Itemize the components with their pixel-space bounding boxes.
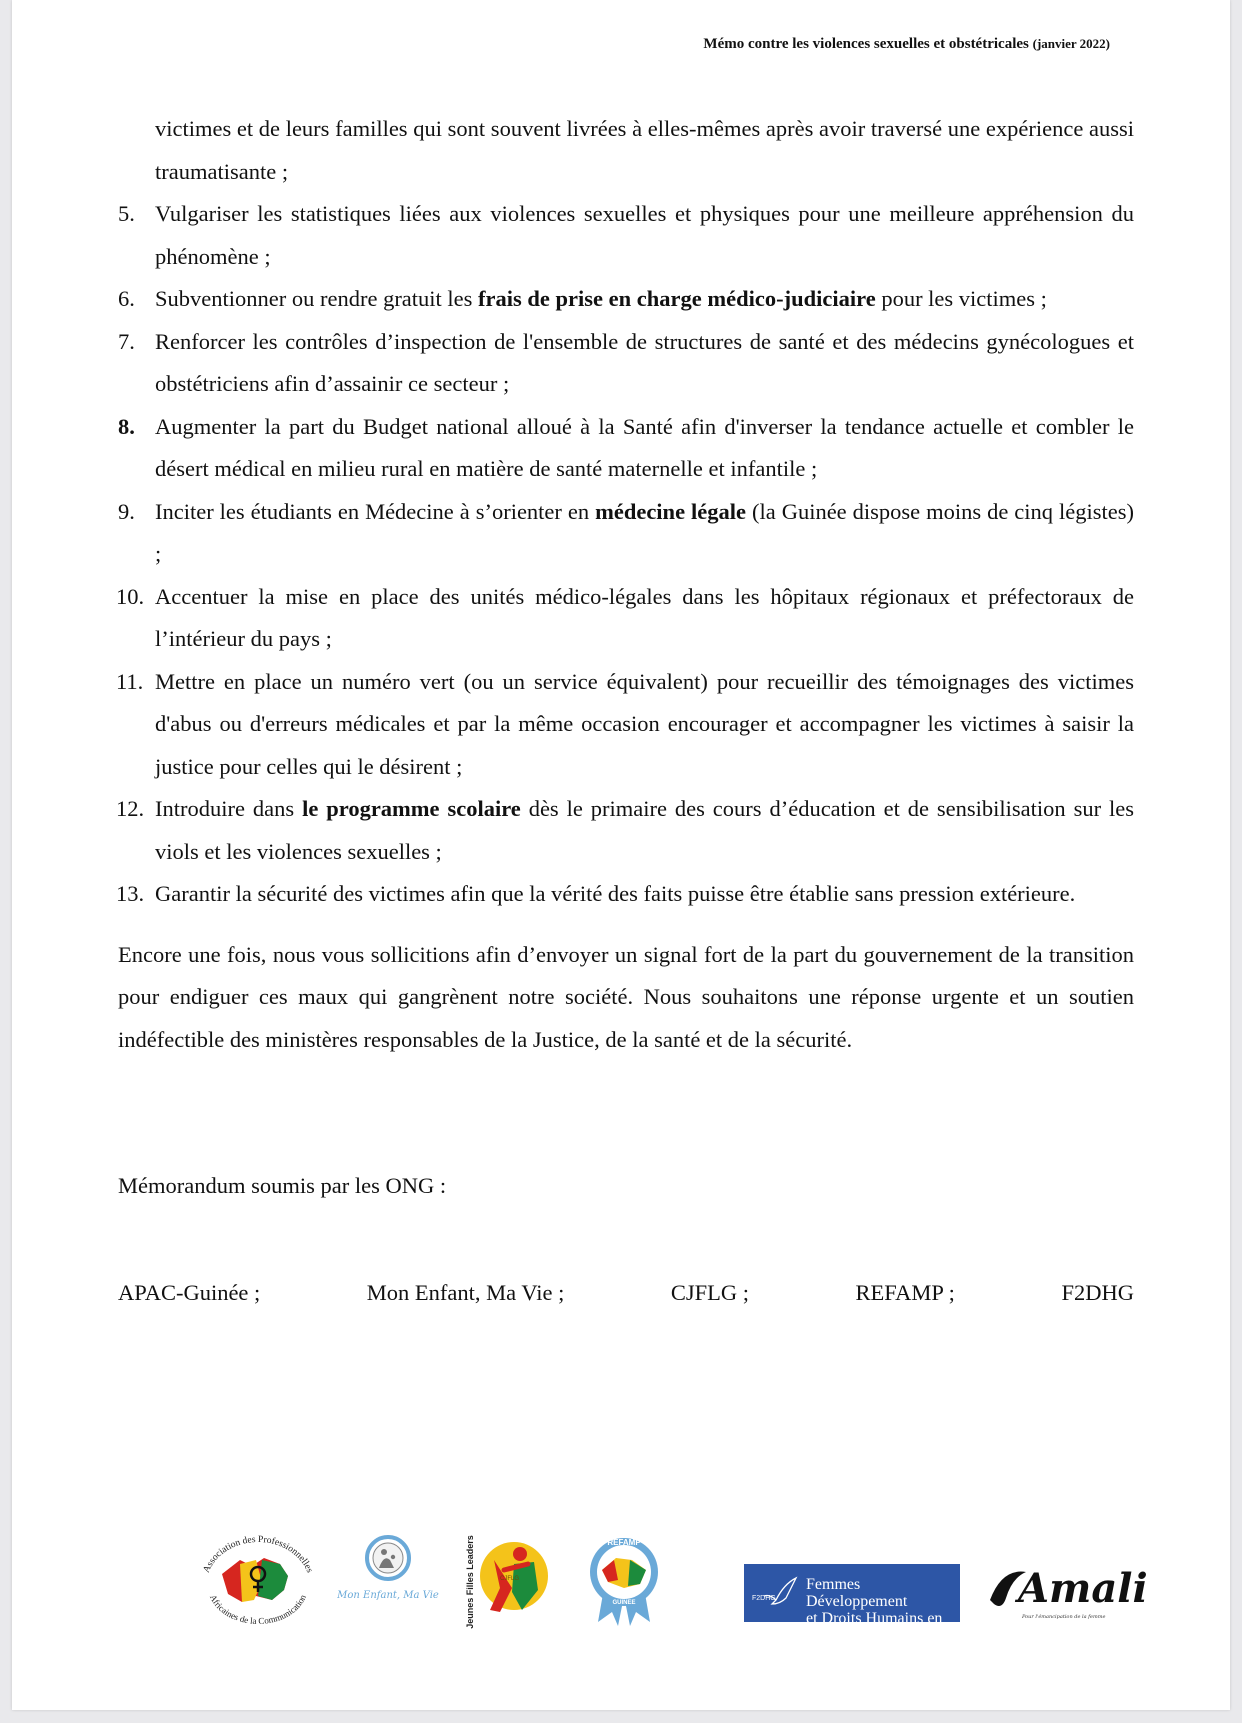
svg-text:Africaines de la Communication xyxy=(208,1593,308,1626)
list-item-bold-text: le programme scolaire xyxy=(302,796,521,821)
list-item xyxy=(118,321,1134,406)
list-item-number: 10. xyxy=(116,583,145,609)
list-item-text: Renforcer les contrôles d’inspection de l'ensemble de structures de santé et des médecins gynécologues et obstétriciens afin d’assainir ce secteur ; xyxy=(155,328,1134,396)
page-header xyxy=(703,36,1110,53)
cjflg-side-text: Jeunes Filles Leaders xyxy=(465,1535,475,1629)
list-item xyxy=(118,108,1134,193)
f2dhg-line2: et Droits Humains en Guinée xyxy=(806,1610,943,1644)
list-item-number: 6. xyxy=(118,286,135,311)
apac-text-top: Association des Professionnelles xyxy=(201,1534,315,1575)
list-item-number: 5. xyxy=(118,201,135,226)
f2dhg-small-text: F2DHG xyxy=(752,1595,776,1602)
recommendations-list xyxy=(118,108,1134,916)
amali-logo xyxy=(982,1538,1148,1628)
refamp-text-bottom: GUINEE xyxy=(612,1600,636,1606)
list-item xyxy=(118,576,1134,661)
document-page xyxy=(12,0,1230,1710)
list-item-text: Subventionner ou rendre gratuit les xyxy=(155,286,479,311)
list-item-text: victimes et de leurs familles qui sont souvent livrées à elles-mêmes après avoir traversé une expérience aussi traumatisante ; xyxy=(155,116,1134,184)
list-item-text: Mettre en place un numéro vert (ou un service équivalent) pour recueillir des témoignages des victimes d'abus ou d'erreurs médicales et par la même occasion encourager et accompagner les victimes à saisir la justice pour celles qui le désirent ; xyxy=(155,668,1134,779)
mon-enfant-ma-vie-logo xyxy=(332,1530,448,1626)
jeunes-filles-leaders-logo xyxy=(460,1530,560,1630)
list-item-number: 13. xyxy=(116,881,145,906)
f2dhg-text xyxy=(806,1576,960,1644)
f2dhg-line1: Femmes Développement xyxy=(806,1576,908,1610)
list-item-text: dès le primaire des cours d’éducation et de sensibilisation sur les viols et les violences sexuelles ; xyxy=(155,796,1134,864)
list-item-text: Vulgariser les statistiques liées aux violences sexuelles et physiques pour une meilleure appréhension du phénomène ; xyxy=(155,201,1134,269)
list-item-text: pour les victimes ; xyxy=(875,286,1047,311)
list-item-number: 9. xyxy=(118,498,135,524)
amali-text: Amali xyxy=(1018,1565,1148,1612)
dove-icon xyxy=(750,1574,800,1614)
header-date: (janvier 2022) xyxy=(1032,36,1110,51)
list-item xyxy=(118,661,1134,789)
list-item-text: Introduire dans xyxy=(155,796,303,821)
refamp-text-top: REFAMP xyxy=(607,1538,641,1547)
list-item-text: Garantir la sécurité des victimes afin que la vérité des faits puisse être établie sans pression extérieure. xyxy=(155,881,1076,906)
org-apac: APAC-Guinée ; xyxy=(118,1279,261,1305)
org-mon-enfant: Mon Enfant, Ma Vie ; xyxy=(366,1279,565,1305)
list-item xyxy=(118,873,1134,916)
amali-tagline: Pour l'émancipation de la femme xyxy=(1022,1614,1106,1620)
org-cjflg: CJFLG ; xyxy=(670,1279,750,1305)
organizations-row xyxy=(118,1272,1134,1315)
f2dhg-logo xyxy=(744,1564,960,1644)
org-refamp: REFAMP ; xyxy=(855,1279,955,1305)
main-content xyxy=(118,108,1134,1314)
closing-paragraph: Encore une fois, nous vous sollicitions afin d’envoyer un signal fort de la part du gouvernement de la transition pour endiguer ces maux qui gangrènent notre société. Nous souhaitons une réponse urgente et un soutien indéfectible des ministères responsables de la Justice, de la santé et de la sécurité. xyxy=(118,941,1134,1052)
list-item-bold-text: médecine légale xyxy=(595,498,747,524)
memo-label: Mémorandum soumis par les ONG : xyxy=(118,1173,447,1198)
list-item-number: 12. xyxy=(116,796,145,821)
list-item-bold-text: frais de prise en charge médico-judiciaire xyxy=(478,286,876,311)
refamp-logo xyxy=(574,1530,674,1630)
list-item xyxy=(118,278,1134,321)
org-f2dhg: F2DHG xyxy=(1061,1279,1134,1305)
cjflg-initials: CJFLG xyxy=(500,1576,520,1582)
list-item-text: Inciter les étudiants en Médecine à s’orienter en xyxy=(155,498,596,524)
apac-text-bottom: Africaines de la Communication xyxy=(207,1592,308,1626)
mon-enfant-text: Mon Enfant, Ma Vie xyxy=(337,1590,439,1601)
list-item-number: 11. xyxy=(116,668,144,694)
list-item xyxy=(118,406,1134,491)
header-title: Mémo contre les violences sexuelles et obstétricales xyxy=(703,36,1029,52)
logos-row xyxy=(192,1530,1148,1644)
list-item-number: 8. xyxy=(118,413,135,439)
list-item xyxy=(118,193,1134,278)
list-item xyxy=(118,491,1134,576)
list-item-text: (la Guinée dispose moins de cinq légistes) ; xyxy=(155,498,1134,566)
list-item-text: Accentuer la mise en place des unités médico-légales dans les hôpitaux régionaux et préfectoraux de l’intérieur du pays ; xyxy=(155,583,1134,651)
list-item xyxy=(118,788,1134,873)
apac-logo xyxy=(192,1530,324,1626)
list-item-text: Augmenter la part du Budget national alloué à la Santé afin d'inverser la tendance actuelle et combler le désert médical en milieu rural en matière de santé maternelle et infantile ; xyxy=(155,413,1134,481)
list-item-number: 7. xyxy=(118,328,135,354)
